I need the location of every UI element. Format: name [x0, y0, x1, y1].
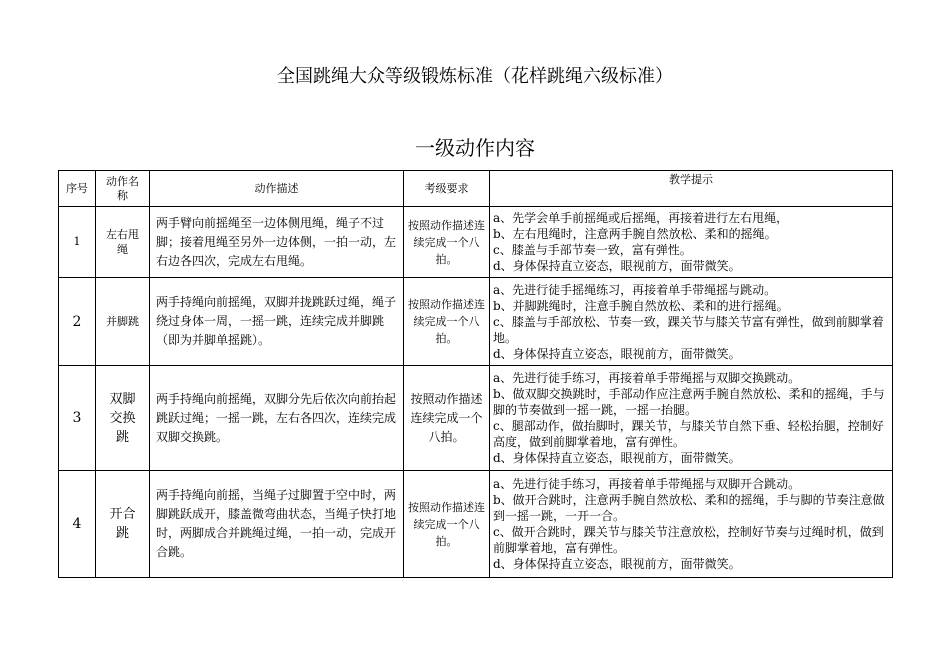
row-desc: 两手臂向前摇绳至一边体侧甩绳，绳子不过脚；接着甩绳至另外一边体侧，一拍一动，左右边各四次，完成左右甩绳。	[150, 207, 404, 278]
row-tips	[490, 278, 893, 366]
row-tips	[490, 366, 893, 471]
row-name: 左右甩绳	[96, 207, 150, 278]
standards-table	[58, 170, 893, 578]
tip-item: a、先进行徒手摇绳练习，再接着单手带绳摇与跳动。	[493, 282, 777, 297]
row-req: 按照动作描述连续完成一个八拍。	[404, 471, 490, 578]
row-tips	[490, 207, 893, 278]
tip-item: a、先学会单手前摇绳或后摇绳，再接着进行左右甩绳，	[493, 211, 789, 225]
header-no: 序号	[59, 171, 96, 207]
header-tips: 教学提示	[490, 171, 893, 207]
table-row	[59, 471, 893, 578]
tip-item: b、做双脚交换跳时，手部动作应注意两手腕自然放松、柔和的摇绳，手与脚的节奏做到一摇一跳，一摇一抬腿。	[493, 387, 885, 417]
tip-item: b、做开合跳时，注意两手腕自然放松、柔和的摇绳，手与脚的节奏注意做到一摇一跳，一开一合。	[493, 493, 885, 523]
tip-item: c、膝盖与手部节奏一致，富有弹性。	[493, 243, 692, 257]
tip-item: c、膝盖与手部放松、节奏一致，踝关节与膝关节富有弹性，做到前脚掌着地。	[493, 314, 884, 345]
row-desc: 两手持绳向前摇绳，双脚分先后依次向前抬起跳跃过绳；一摇一跳，左右各四次，连续完成双脚交换跳。	[150, 366, 404, 471]
table-row	[59, 366, 893, 471]
tip-item: d、身体保持直立姿态，眼视前方，面带微笑。	[493, 259, 741, 273]
header-name: 动作名称	[96, 171, 150, 207]
row-name: 双脚交换跳	[96, 366, 150, 471]
tip-item: d、身体保持直立姿态，眼视前方，面带微笑。	[493, 346, 741, 361]
tip-item: a、先进行徒手练习，再接着单手带绳摇与双脚交换跳动。	[493, 371, 801, 385]
row-no: 1	[59, 207, 96, 278]
document-title: 全国跳绳大众等级锻炼标准（花样跳绳六级标准）	[277, 66, 673, 87]
tip-item: d、身体保持直立姿态，眼视前方，面带微笑。	[493, 557, 741, 571]
tip-item: b、并脚跳绳时，注意手腕自然放松、柔和的进行摇绳。	[493, 298, 789, 313]
table-row	[59, 207, 893, 278]
tip-item: c、腿部动作，做抬脚时，踝关节，与膝关节自然下垂、轻松抬腿，控制好高度，做到前脚掌着地，富有弹性。	[493, 419, 884, 449]
table-row	[59, 278, 893, 366]
row-req: 按照动作描述连续完成一个八拍。	[404, 366, 490, 471]
row-desc: 两手持绳向前摇绳，双脚并拢跳跃过绳，绳子绕过身体一周，一摇一跳，连续完成并脚跳（即为并脚单摇跳）。	[150, 278, 404, 366]
tip-item: c、做开合跳时，踝关节与膝关节注意放松，控制好节奏与过绳时机，做到前脚掌着地，富有弹性。	[493, 525, 884, 555]
tip-item: a、先进行徒手练习，再接着单手带绳摇与双脚开合跳动。	[493, 477, 801, 491]
row-no: 3	[59, 366, 96, 471]
row-no: 4	[59, 471, 96, 578]
row-tips	[490, 471, 893, 578]
row-req: 按照动作描述连续完成一个八拍。	[404, 207, 490, 278]
header-req: 考级要求	[404, 171, 490, 207]
row-name: 并脚跳	[96, 278, 150, 366]
header-desc: 动作描述	[150, 171, 404, 207]
row-no: 2	[59, 278, 96, 366]
row-req: 按照动作描述连续完成一个八拍。	[404, 278, 490, 366]
section-title: 一级动作内容	[415, 136, 535, 160]
row-desc: 两手持绳向前摇，当绳子过脚置于空中时，两脚跳跃成开，膝盖微弯曲状态，当绳子快打地时，两脚成合并跳绳过绳，一拍一动，完成开合跳。	[150, 471, 404, 578]
tip-item: b、左右甩绳时，注意两手腕自然放松、柔和的摇绳。	[493, 227, 777, 241]
table-header-row	[59, 171, 893, 207]
row-name: 开合跳	[96, 471, 150, 578]
tip-item: d、身体保持直立姿态，眼视前方，面带微笑。	[493, 451, 741, 465]
